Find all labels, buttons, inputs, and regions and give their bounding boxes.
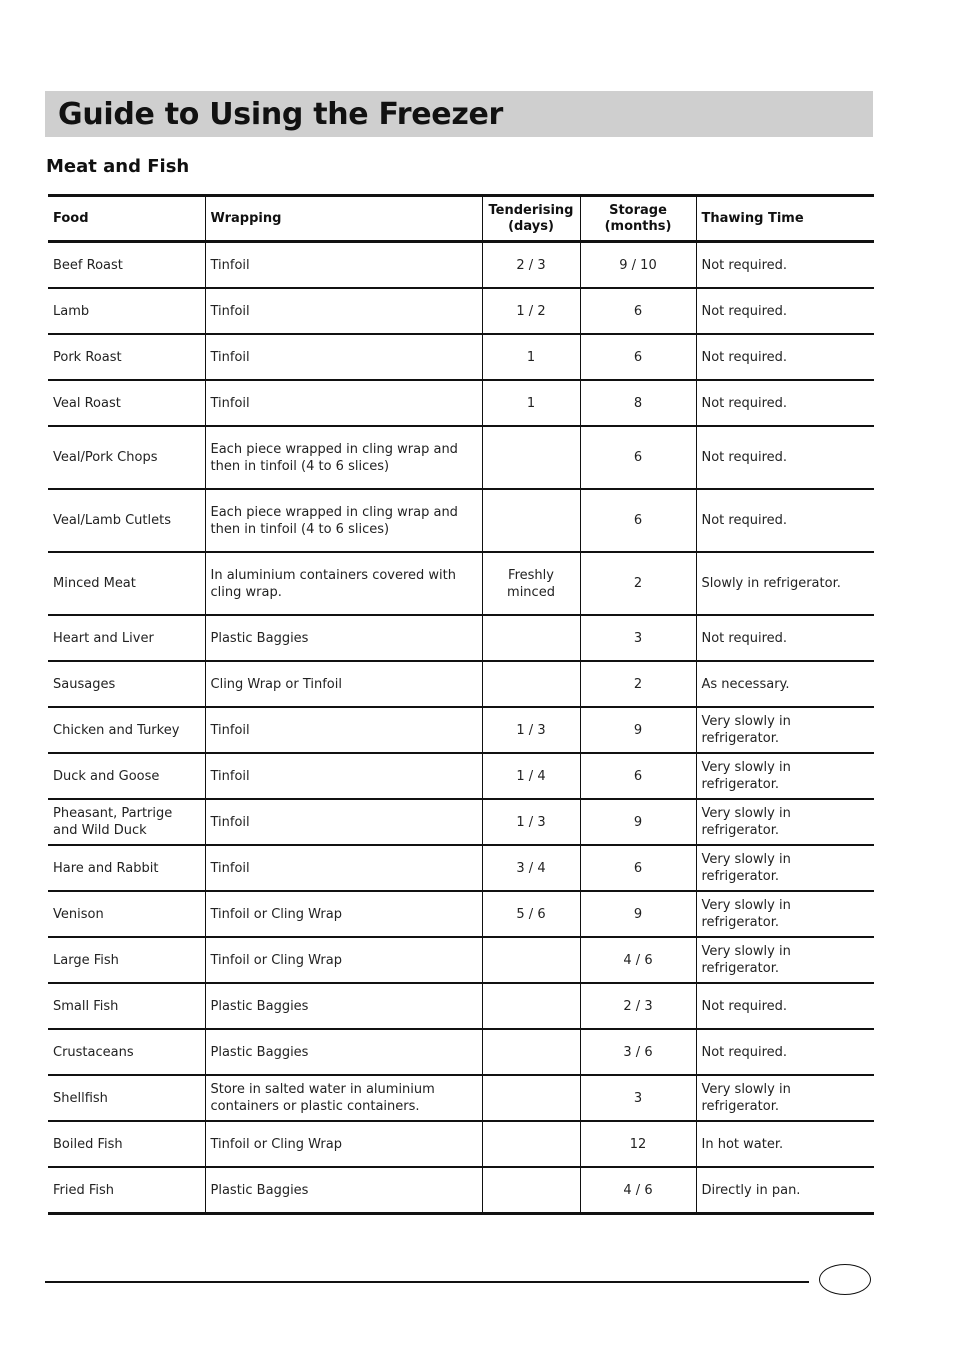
food-cell: Beef Roast: [48, 242, 205, 289]
wrapping-cell: Tinfoil: [205, 334, 482, 380]
storage-cell: 12: [580, 1121, 696, 1167]
thawing-cell: Not required.: [696, 242, 874, 289]
table-row: [48, 1167, 874, 1214]
tenderising-cell: 2 / 3: [482, 242, 580, 289]
wrapping-cell: Plastic Baggies: [205, 1029, 482, 1075]
table-row: [48, 1029, 874, 1075]
wrapping-cell: Tinfoil: [205, 707, 482, 753]
thawing-cell: As necessary.: [696, 661, 874, 707]
header-tenderising: Tenderising (days): [482, 196, 580, 242]
food-cell: Pheasant, Partrige and Wild Duck: [48, 799, 205, 845]
wrapping-cell: Tinfoil or Cling Wrap: [205, 891, 482, 937]
thawing-cell: Directly in pan.: [696, 1167, 874, 1214]
storage-cell: 9 / 10: [580, 242, 696, 289]
thawing-cell: Very slowly in refrigerator.: [696, 845, 874, 891]
tenderising-cell: [482, 1029, 580, 1075]
thawing-cell: Very slowly in refrigerator.: [696, 1075, 874, 1121]
wrapping-cell: Tinfoil: [205, 753, 482, 799]
thawing-cell: Not required.: [696, 615, 874, 661]
table-row: [48, 707, 874, 753]
food-cell: Small Fish: [48, 983, 205, 1029]
table-row: [48, 288, 874, 334]
wrapping-cell: Tinfoil: [205, 288, 482, 334]
thawing-cell: Very slowly in refrigerator.: [696, 891, 874, 937]
food-cell: Chicken and Turkey: [48, 707, 205, 753]
tenderising-cell: [482, 661, 580, 707]
wrapping-cell: Tinfoil: [205, 845, 482, 891]
header-row: [48, 196, 874, 242]
tenderising-cell: 1 / 2: [482, 288, 580, 334]
storage-cell: 3: [580, 615, 696, 661]
wrapping-cell: In aluminium containers covered with cling wrap.: [205, 552, 482, 615]
food-cell: Duck and Goose: [48, 753, 205, 799]
storage-cell: 2: [580, 661, 696, 707]
food-cell: Veal Roast: [48, 380, 205, 426]
thawing-cell: Not required.: [696, 380, 874, 426]
food-cell: Shellfish: [48, 1075, 205, 1121]
page-number-oval: [819, 1264, 871, 1295]
tenderising-cell: 1: [482, 380, 580, 426]
storage-cell: 6: [580, 489, 696, 552]
tenderising-cell: 1 / 3: [482, 707, 580, 753]
table-row: [48, 1121, 874, 1167]
page-title: Guide to Using the Freezer: [58, 96, 504, 132]
thawing-cell: In hot water.: [696, 1121, 874, 1167]
food-cell: Fried Fish: [48, 1167, 205, 1214]
table-row: [48, 489, 874, 552]
wrapping-cell: Tinfoil: [205, 242, 482, 289]
food-cell: Hare and Rabbit: [48, 845, 205, 891]
header-storage: Storage (months): [580, 196, 696, 242]
food-cell: Veal/Lamb Cutlets: [48, 489, 205, 552]
wrapping-cell: Tinfoil or Cling Wrap: [205, 937, 482, 983]
wrapping-cell: Store in salted water in aluminium containers or plastic containers.: [205, 1075, 482, 1121]
table-row: [48, 426, 874, 489]
tenderising-cell: [482, 1167, 580, 1214]
table-row: [48, 242, 874, 289]
storage-cell: 4 / 6: [580, 1167, 696, 1214]
wrapping-cell: Plastic Baggies: [205, 983, 482, 1029]
thawing-cell: Not required.: [696, 334, 874, 380]
storage-cell: 6: [580, 426, 696, 489]
wrapping-cell: Tinfoil: [205, 380, 482, 426]
storage-cell: 2 / 3: [580, 983, 696, 1029]
tenderising-cell: [482, 937, 580, 983]
storage-cell: 9: [580, 891, 696, 937]
header-food: Food: [48, 196, 205, 242]
freezer-guide-table: [48, 194, 874, 1215]
food-cell: Minced Meat: [48, 552, 205, 615]
food-cell: Lamb: [48, 288, 205, 334]
wrapping-cell: Plastic Baggies: [205, 1167, 482, 1214]
storage-cell: 9: [580, 707, 696, 753]
table-row: [48, 661, 874, 707]
storage-cell: 3: [580, 1075, 696, 1121]
storage-cell: 6: [580, 753, 696, 799]
table-row: [48, 334, 874, 380]
table-row: [48, 845, 874, 891]
wrapping-cell: Each piece wrapped in cling wrap and then in tinfoil (4 to 6 slices): [205, 489, 482, 552]
storage-cell: 4 / 6: [580, 937, 696, 983]
food-cell: Veal/Pork Chops: [48, 426, 205, 489]
tenderising-cell: 5 / 6: [482, 891, 580, 937]
table-row: [48, 983, 874, 1029]
thawing-cell: Slowly in refrigerator.: [696, 552, 874, 615]
thawing-cell: Not required.: [696, 983, 874, 1029]
tenderising-cell: Freshly minced: [482, 552, 580, 615]
tenderising-cell: 3 / 4: [482, 845, 580, 891]
storage-cell: 2: [580, 552, 696, 615]
wrapping-cell: Cling Wrap or Tinfoil: [205, 661, 482, 707]
tenderising-cell: [482, 1121, 580, 1167]
table-row: [48, 380, 874, 426]
storage-cell: 6: [580, 288, 696, 334]
storage-cell: 9: [580, 799, 696, 845]
storage-cell: 6: [580, 845, 696, 891]
table-row: [48, 615, 874, 661]
thawing-cell: Not required.: [696, 1029, 874, 1075]
tenderising-cell: 1: [482, 334, 580, 380]
thawing-cell: Not required.: [696, 426, 874, 489]
tenderising-cell: 1 / 4: [482, 753, 580, 799]
tenderising-cell: [482, 489, 580, 552]
wrapping-cell: Each piece wrapped in cling wrap and then in tinfoil (4 to 6 slices): [205, 426, 482, 489]
food-cell: Sausages: [48, 661, 205, 707]
food-cell: Boiled Fish: [48, 1121, 205, 1167]
thawing-cell: Not required.: [696, 489, 874, 552]
table-row: [48, 799, 874, 845]
header-wrapping: Wrapping: [205, 196, 482, 242]
thawing-cell: Very slowly in refrigerator.: [696, 937, 874, 983]
thawing-cell: Very slowly in refrigerator.: [696, 799, 874, 845]
title-banner: [45, 91, 873, 137]
tenderising-cell: [482, 426, 580, 489]
storage-cell: 8: [580, 380, 696, 426]
tenderising-cell: [482, 983, 580, 1029]
section-title: Meat and Fish: [46, 156, 190, 177]
header-thawing: Thawing Time: [696, 196, 874, 242]
table-row: [48, 753, 874, 799]
food-cell: Large Fish: [48, 937, 205, 983]
storage-cell: 6: [580, 334, 696, 380]
table-row: [48, 891, 874, 937]
table-row: [48, 552, 874, 615]
thawing-cell: Very slowly in refrigerator.: [696, 753, 874, 799]
food-cell: Venison: [48, 891, 205, 937]
table-row: [48, 1075, 874, 1121]
table-row: [48, 937, 874, 983]
tenderising-cell: [482, 615, 580, 661]
footer-rule: [45, 1281, 809, 1283]
food-cell: Pork Roast: [48, 334, 205, 380]
wrapping-cell: Tinfoil or Cling Wrap: [205, 1121, 482, 1167]
thawing-cell: Very slowly in refrigerator.: [696, 707, 874, 753]
food-cell: Heart and Liver: [48, 615, 205, 661]
wrapping-cell: Plastic Baggies: [205, 615, 482, 661]
tenderising-cell: 1 / 3: [482, 799, 580, 845]
tenderising-cell: [482, 1075, 580, 1121]
storage-cell: 3 / 6: [580, 1029, 696, 1075]
wrapping-cell: Tinfoil: [205, 799, 482, 845]
food-cell: Crustaceans: [48, 1029, 205, 1075]
thawing-cell: Not required.: [696, 288, 874, 334]
